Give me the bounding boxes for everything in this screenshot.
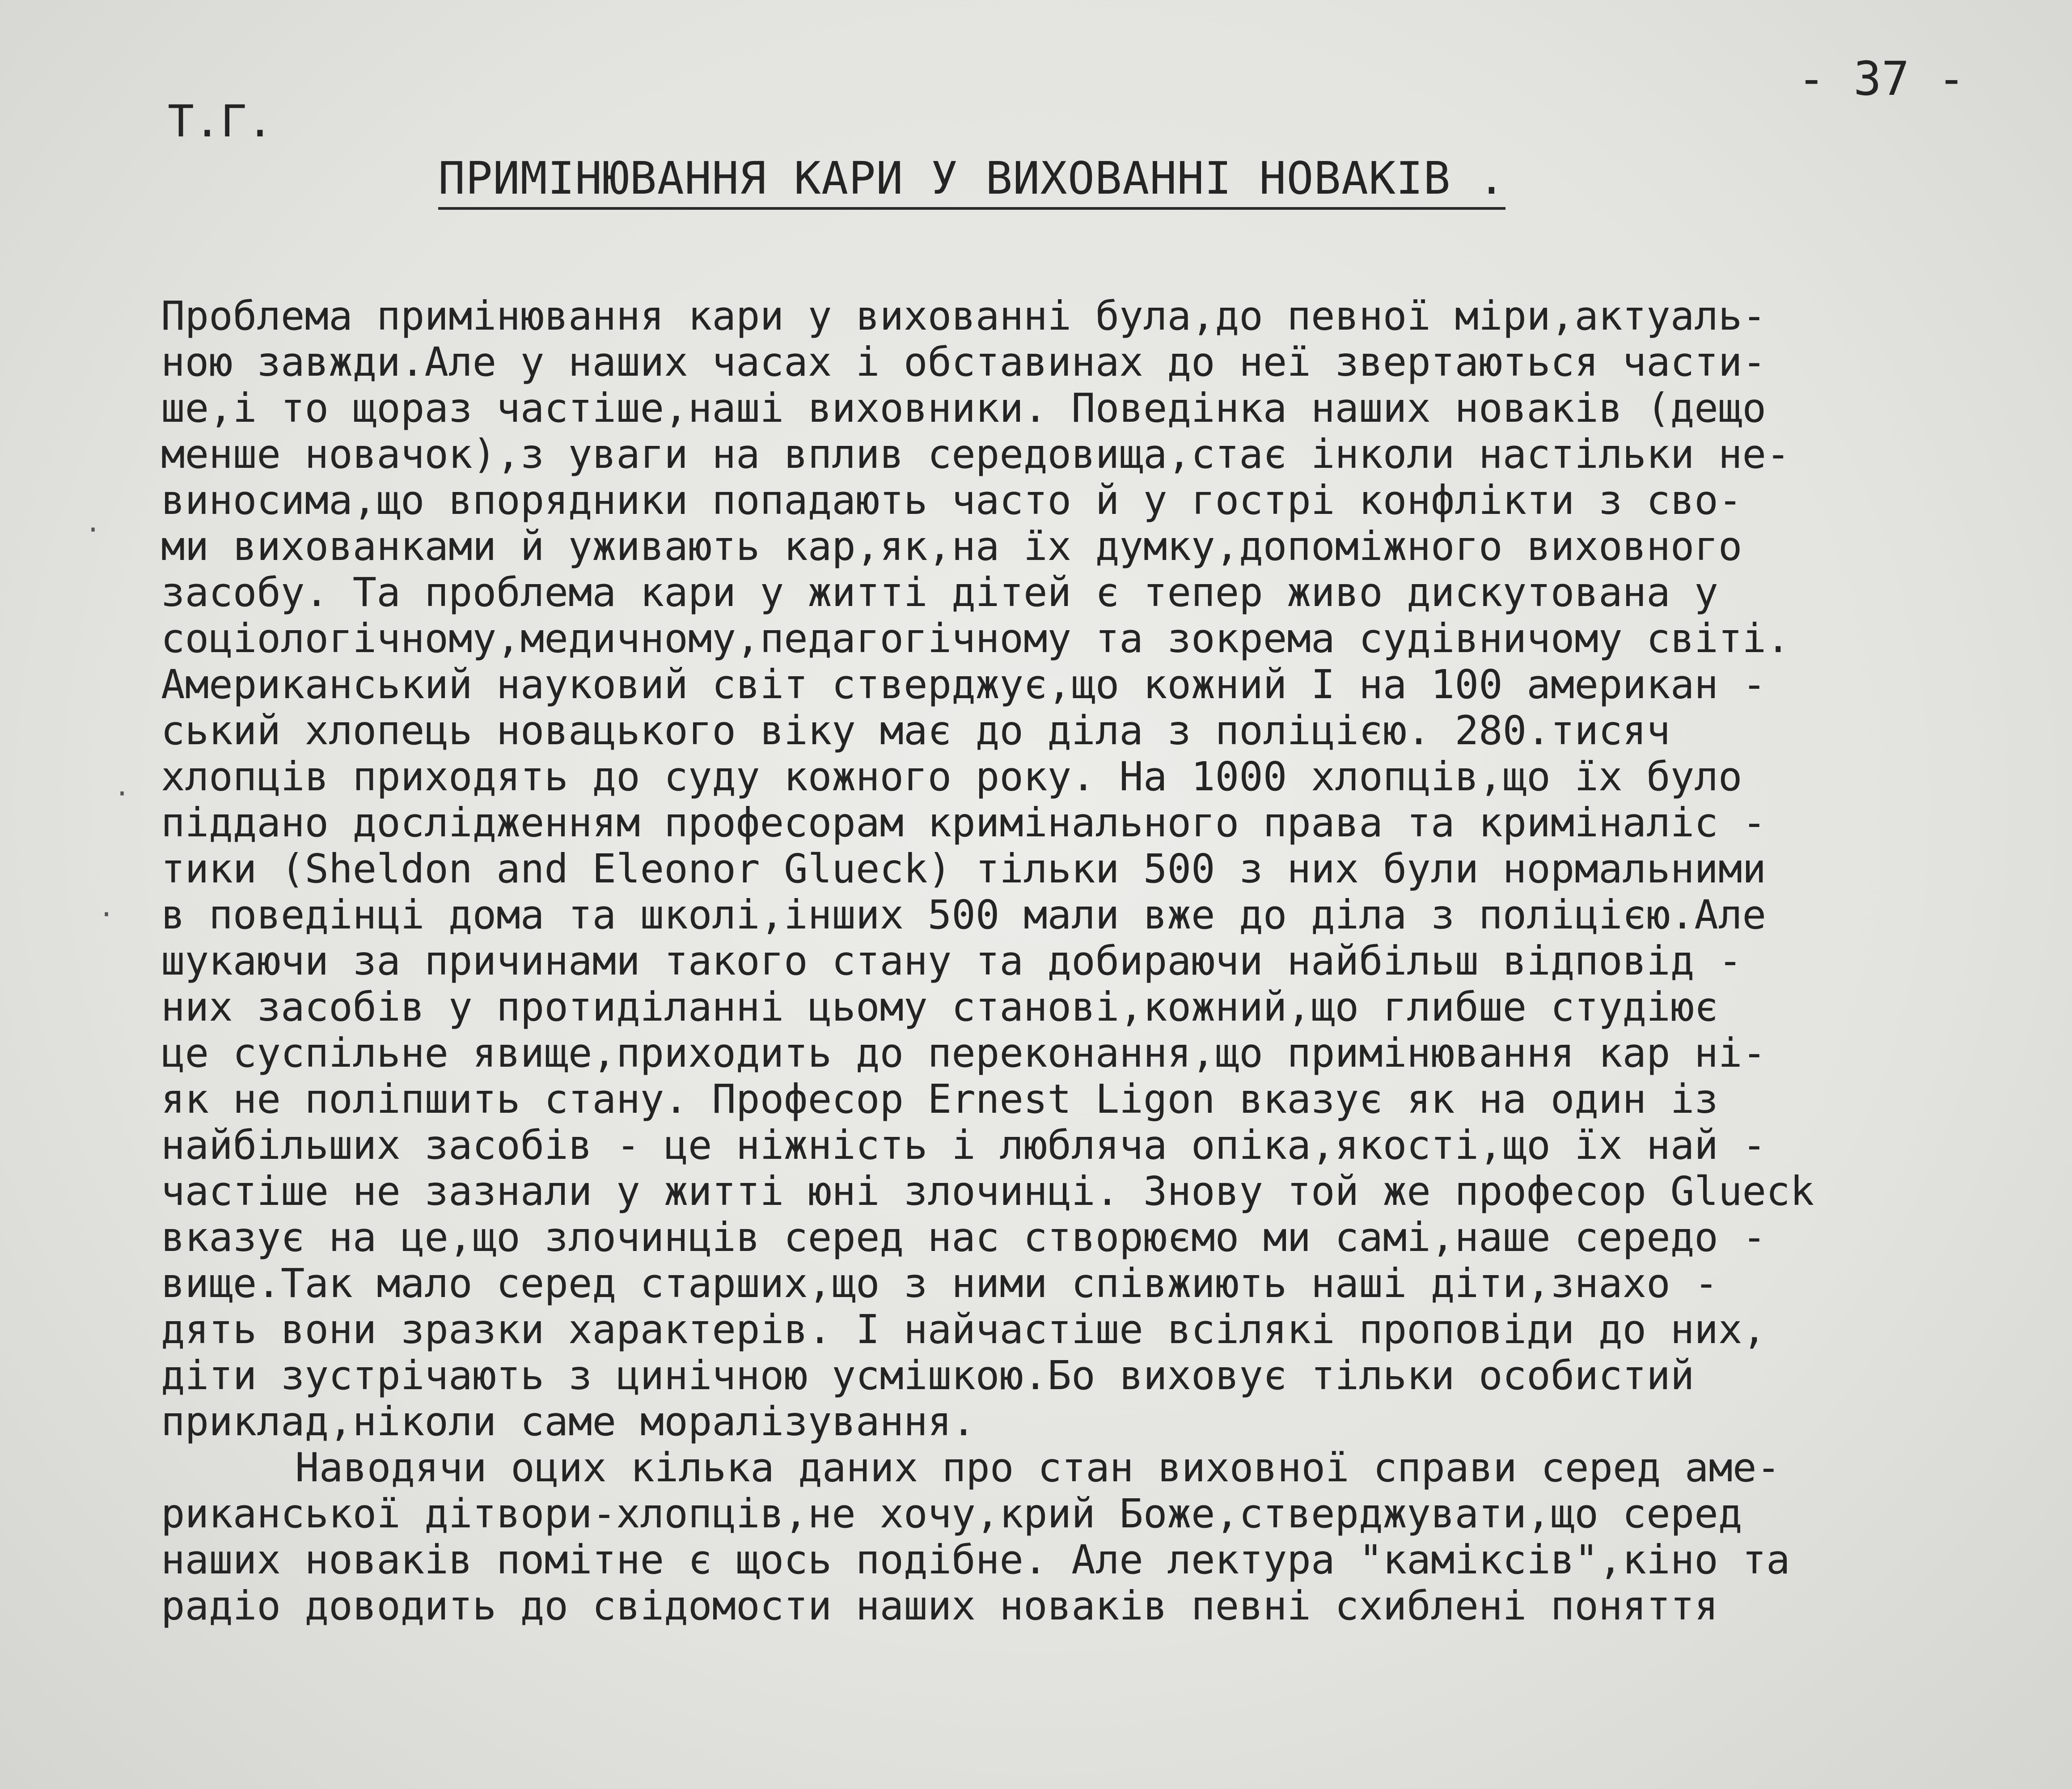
body-line: як не поліпшить стану. Професор Ernest Ligon вказує як на один із — [161, 1076, 1718, 1122]
document-title: ПРИМІНЮВАННЯ КАРИ У ВИХОВАННІ НОВАКІВ . — [438, 152, 1505, 210]
body-line: в поведінці дома та школі,інших 500 мали вже до діла з поліцією.Але — [161, 891, 1767, 938]
body-text — [161, 293, 2021, 1629]
body-line: приклад,ніколи саме моралізування. — [161, 1398, 976, 1445]
body-line: хлопців приходять до суду кожного року. На 1000 хлопців,що їх було — [161, 753, 1742, 800]
body-line: ський хлопець новацького віку має до діла з поліцією. 280.тисяч — [161, 707, 1670, 754]
body-line: шукаючи за причинами такого стану та добираючи найбільш відповід - — [161, 937, 1742, 984]
page-number: - 37 - — [1797, 51, 1966, 106]
body-line: вище.Так мало серед старших,що з ними співжиють наші діти,знахо - — [161, 1260, 1718, 1306]
body-line: дять вони зразки характерів. І найчастіше всілякі проповіди до них, — [161, 1306, 1767, 1352]
body-line: соціологічному,медичному,педагогічному та зокрема судівничому світі. — [161, 615, 1790, 661]
margin-mark: · — [98, 899, 115, 930]
body-line: виносима,що впорядники попадають часто й у гострі конфлікти з сво- — [161, 477, 1742, 523]
body-line: засобу. Та проблема кари у житті дітей є тепер живо дискутована у — [161, 569, 1718, 615]
body-line: діти зустрічають з цинічною усмішкою.Бо виховує тільки особистий — [161, 1352, 1695, 1399]
author-initials: Т.Г. — [168, 96, 274, 147]
body-line: вказує на це,що злочинців серед нас створюємо ми самі,наше середо - — [161, 1214, 1767, 1260]
body-line: менше новачок),з уваги на вплив середовища,стає інколи настільки не- — [161, 431, 1790, 477]
body-line: Наводячи оцих кілька даних про стан виховної справи серед аме- — [295, 1444, 1781, 1491]
body-line: це суспільне явище,приходить до переконання,що примінювання кар ні- — [161, 1030, 1767, 1076]
body-line: піддано дослідженням професорам кримінального права та криміналіс - — [161, 799, 1767, 846]
body-line: ше,і то щораз частіше,наші виховники. Поведінка наших новаків (дещо — [161, 385, 1767, 431]
body-line: них засобів у протиділанні цьому станові,кожний,що глибше студіює — [161, 984, 1718, 1030]
body-line: радіо доводить до свідомости наших новаків певні схиблені поняття — [161, 1582, 1718, 1629]
body-line: Американський науковий світ стверджує,що кожний І на 100 американ - — [161, 661, 1767, 708]
body-line: ми вихованками й уживають кар,як,на їх думку,допоміжного виховного — [161, 523, 1742, 569]
body-line: частіше не зазнали у житті юні злочинці. Знову той же професор Glueck — [161, 1168, 1814, 1214]
margin-mark: · — [85, 514, 101, 546]
body-line: найбільших засобів - це ніжність і любляча опіка,якості,що їх най - — [161, 1122, 1767, 1168]
body-line: тики (Sheldon and Eleonor Glueck) тільки 500 з них були нормальними — [161, 845, 1767, 892]
body-line: риканської дітвори-хлопців,не хочу,крий Боже,стверджувати,що серед — [161, 1490, 1742, 1537]
body-line: ною завжди.Але у наших часах і обставинах до неї звертаються части- — [161, 339, 1767, 385]
body-line: наших новаків помітне є щось подібне. Але лектура "каміксів",кіно та — [161, 1536, 1790, 1583]
margin-mark: · — [114, 778, 131, 810]
body-line: Проблема примінювання кари у вихованні була,до певної міри,актуаль- — [161, 293, 1767, 339]
